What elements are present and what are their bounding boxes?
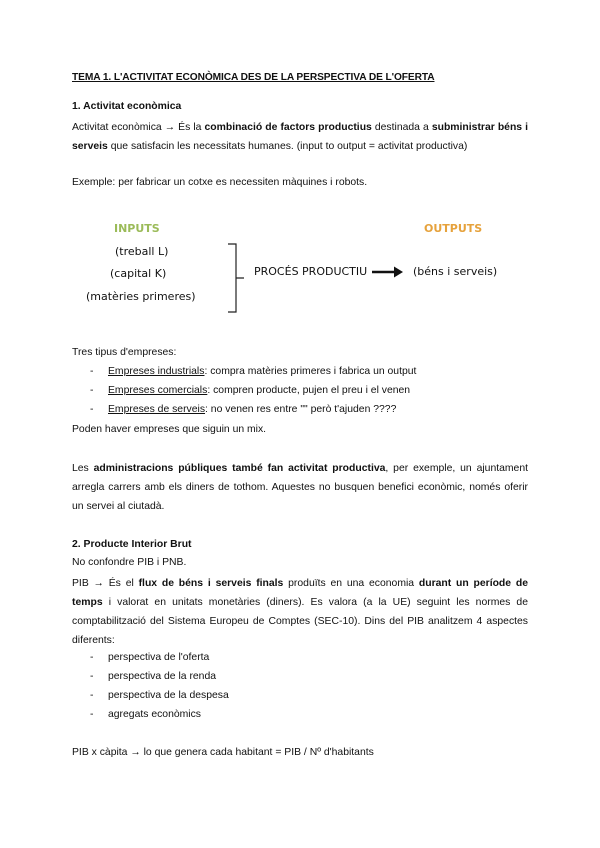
text-run: Les	[72, 463, 94, 474]
list-dash: -	[90, 366, 94, 377]
admin-paragraph	[72, 459, 528, 516]
list-dash: -	[90, 404, 94, 415]
text-run-bold: combinació de factors productius	[204, 122, 372, 133]
company-desc: : no venen res entre "" però t'ajuden ????	[205, 404, 397, 415]
company-desc: : compra matèries primeres i fabrica un output	[204, 366, 417, 377]
section2-note: No confondre PIB i PNB.	[72, 557, 187, 568]
outputs-title: OUTPUTS	[424, 222, 483, 235]
input-raw-materials: (matèries primeres)	[86, 290, 196, 303]
company-type: Empreses comercials	[108, 385, 208, 396]
output-goods-services: (béns i serveis)	[413, 265, 498, 278]
input-labour: (treball L)	[115, 245, 169, 258]
list-dash: -	[90, 652, 94, 663]
text-run: que satisfacin les necessitats humanes. (input to output = activitat productiva)	[107, 141, 468, 152]
arrow-right-icon	[372, 265, 404, 279]
page-title: TEMA 1. L'ACTIVITAT ECONÒMICA DES DE LA PERSPECTIVA DE L'OFERTA	[72, 72, 435, 83]
aspect-item: perspectiva de la despesa	[108, 690, 229, 701]
text-run: i valorat en unitats monetàries (diners). Es valora (a la UE) seguint les normes de comptabilització del Sistema Europeu de Comptes (SEC-10). Dins del PIB analitzem 4 aspectes diferents:	[72, 597, 528, 646]
text-run: destinada a	[371, 122, 432, 133]
text-run: , per exemple, un ajuntament arregla carrers amb els diners de tothom. Aquestes no busquen benefici econòmic, només oferir un servei al ciutadà.	[72, 463, 528, 512]
section1-heading: 1. Activitat econòmica	[72, 101, 182, 112]
section2-heading: 2. Producte Interior Brut	[72, 539, 192, 550]
list-dash: -	[90, 385, 94, 396]
text-run: produïts en una economia	[283, 578, 419, 589]
process-label: PROCÉS PRODUCTIU	[254, 265, 368, 278]
aspect-item: perspectiva de la renda	[108, 671, 217, 682]
list-dash: -	[90, 671, 94, 682]
text-run-bold: durant un període de temps	[72, 578, 528, 608]
text-run-bold: subministrar béns i serveis	[72, 122, 528, 152]
companies-mix: Poden haver empreses que siguin un mix.	[72, 424, 267, 435]
inputs-title: INPUTS	[114, 222, 160, 235]
section1-definition	[72, 118, 528, 156]
aspect-item: agregats econòmics	[108, 709, 201, 720]
company-type: Empreses de serveis	[108, 404, 206, 415]
text-run: PIB → És el	[72, 578, 139, 589]
aspect-item: perspectiva de l'oferta	[108, 652, 210, 663]
section2-definition	[72, 574, 528, 650]
company-desc: : compren producte, pujen el preu i el venen	[207, 385, 411, 396]
pib-per-capita: PIB x càpita → lo que genera cada habitant = PIB / Nº d'habitants	[72, 747, 374, 758]
input-capital: (capital K)	[110, 267, 167, 280]
list-dash: -	[90, 690, 94, 701]
company-type: Empreses industrials	[108, 366, 205, 377]
text-run: Activitat econòmica → És la	[72, 122, 205, 133]
text-run-bold: flux de béns i serveis finals	[138, 578, 284, 589]
brace-icon	[226, 242, 246, 314]
section1-example: Exemple: per fabricar un cotxe es necessiten màquines i robots.	[72, 177, 368, 188]
list-dash: -	[90, 709, 94, 720]
text-run-bold: administracions públiques també fan activitat productiva	[93, 463, 386, 474]
companies-intro: Tres tipus d'empreses:	[72, 347, 177, 358]
